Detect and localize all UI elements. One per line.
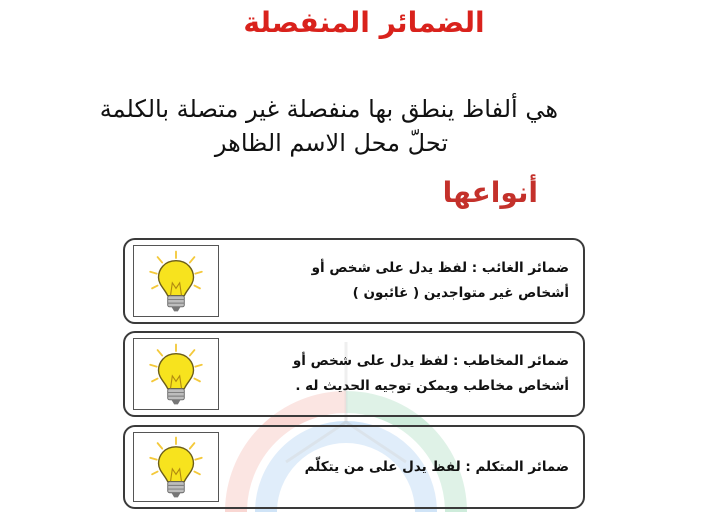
page-title: الضمائر المنفصلة xyxy=(243,6,485,39)
pronoun-card-addressee xyxy=(123,331,585,417)
definition-line-2: تحلّ محل الاسم الظاهر xyxy=(214,129,448,157)
card-line-1: ضمائر المخاطب : لفظ يدل على شخص أو xyxy=(292,353,569,369)
card-line-1: ضمائر المتكلم : لفظ يدل على من يتكلّم xyxy=(304,458,569,475)
light-bulb-icon xyxy=(133,338,219,410)
pronoun-card-speaker xyxy=(123,425,585,509)
light-bulb-icon xyxy=(133,432,219,502)
definition-text xyxy=(0,92,558,160)
types-heading: أنواعها xyxy=(442,176,538,209)
light-bulb-icon xyxy=(133,245,219,317)
pronoun-card-absent xyxy=(123,238,585,324)
card-line-2: أشخاص غير متواجدين ( غائبون ) xyxy=(352,285,569,301)
definition-line-1: هي ألفاظ ينطق بها منفصلة غير متصلة بالكلمة xyxy=(99,95,558,123)
card-line-2: أشخاص مخاطب ويمكن توجيه الحديث له . xyxy=(295,378,569,394)
card-line-1: ضمائر الغائب : لفظ يدل على شخص أو xyxy=(311,260,569,276)
